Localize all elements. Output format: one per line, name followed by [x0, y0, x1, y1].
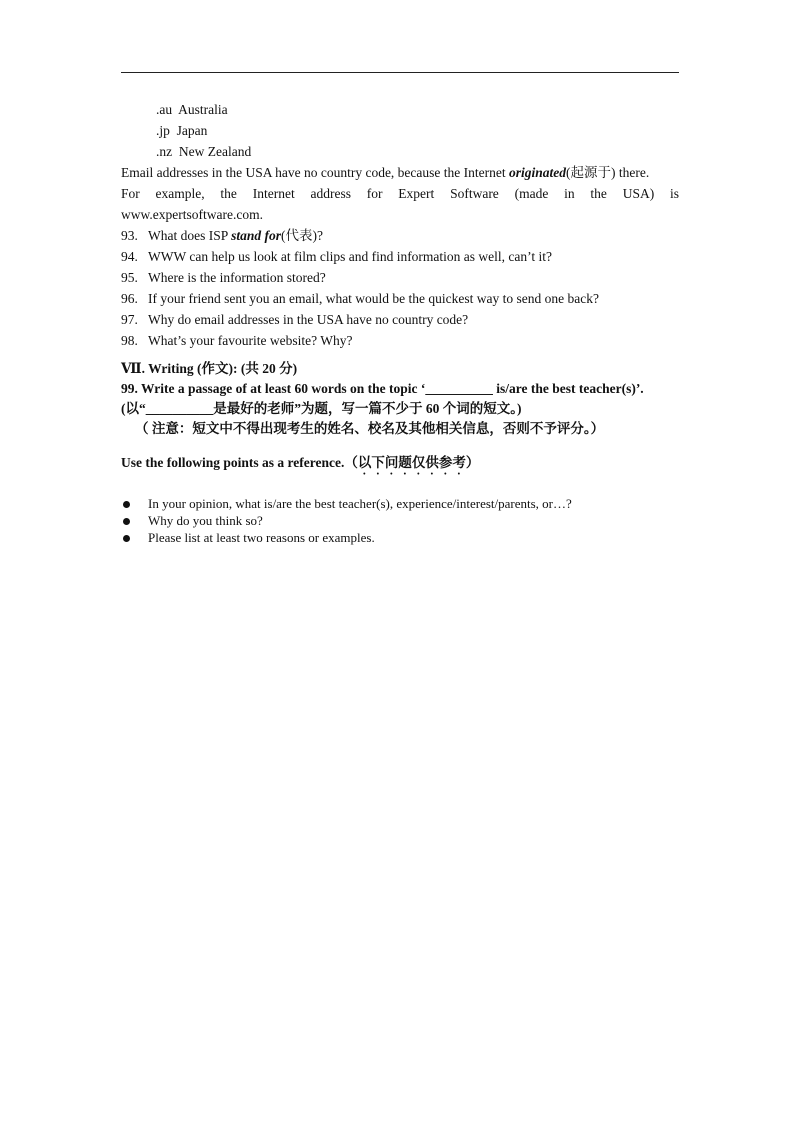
country-name: New Zealand — [178, 144, 252, 159]
writing-section — [121, 359, 679, 546]
bullet-icon — [123, 501, 130, 508]
question-number: 95. — [121, 270, 138, 285]
question-97 — [121, 309, 679, 330]
question-number: 97. — [121, 312, 138, 327]
bullet-icon — [123, 518, 130, 525]
country-code: .au — [156, 102, 173, 117]
question-number: 94. — [121, 249, 138, 264]
reference-heading: Use the following points as a reference.（以下问题仅供参考） — [121, 455, 480, 470]
question-text: If your friend sent you an email, what would be the quickest way to send one back? — [148, 291, 599, 306]
country-name: Australia — [178, 102, 228, 117]
writing-task-chinese: (以“__________是最好的老师”为题，写一篇不少于 60 个词的短文。) — [121, 401, 522, 416]
country-code-japan — [121, 120, 679, 141]
list-item: In your opinion, what is/are the best teacher(s), experience/interest/parents, or…? — [121, 495, 679, 512]
question-95 — [121, 267, 679, 288]
question-text: Why do email addresses in the USA have no country code? — [148, 312, 469, 327]
writing-note: （ 注意：短文中不得出现考生的姓名、校名及其他相关信息，否则不予评分。） — [135, 421, 605, 436]
paragraph-line-1: Email addresses in the USA have no country code, because the Internet originated(起源于) there. — [121, 165, 650, 180]
writing-task-english: 99. Write a passage of at least 60 words on the topic ‘__________ is/are the best teacher(s)’. — [121, 381, 644, 396]
bold-term: stand for — [231, 228, 282, 243]
question-number: 96. — [121, 291, 138, 306]
list-item: Why do you think so? — [121, 512, 679, 529]
country-code: .jp — [156, 123, 170, 138]
question-96 — [121, 288, 679, 309]
reference-points — [121, 495, 679, 546]
question-text: Where is the information stored? — [148, 270, 326, 285]
paragraph-line-3: www.expertsoftware.com. — [121, 207, 263, 222]
question-number: 98. — [121, 333, 138, 348]
header-rule — [121, 72, 679, 73]
question-text: WWW can help us look at film clips and find information as well, can’t it? — [148, 249, 553, 264]
question-94 — [121, 246, 679, 267]
list-item: Please list at least two reasons or examples. — [121, 529, 679, 546]
page-content — [121, 99, 679, 546]
question-text: What’s your favourite website? Why? — [148, 333, 353, 348]
question-98 — [121, 330, 679, 351]
spacer — [121, 439, 679, 453]
question-number: 93. — [121, 228, 138, 243]
paragraph-line-2: For example, the Internet address for Expert Software (made in the USA) is — [121, 186, 679, 201]
bold-term: originated — [509, 165, 567, 180]
reference-dotted-text: 以下问题仅供参考 — [357, 455, 466, 470]
country-code: .nz — [156, 144, 173, 159]
bullet-icon — [123, 535, 130, 542]
country-code-australia — [121, 99, 679, 120]
section-title: Ⅶ. Writing (作文): (共 20 分) — [121, 361, 298, 376]
country-code-new-zealand — [121, 141, 679, 162]
country-name: Japan — [176, 123, 208, 138]
question-93: 93. What does ISP stand for(代表)? — [121, 225, 679, 246]
